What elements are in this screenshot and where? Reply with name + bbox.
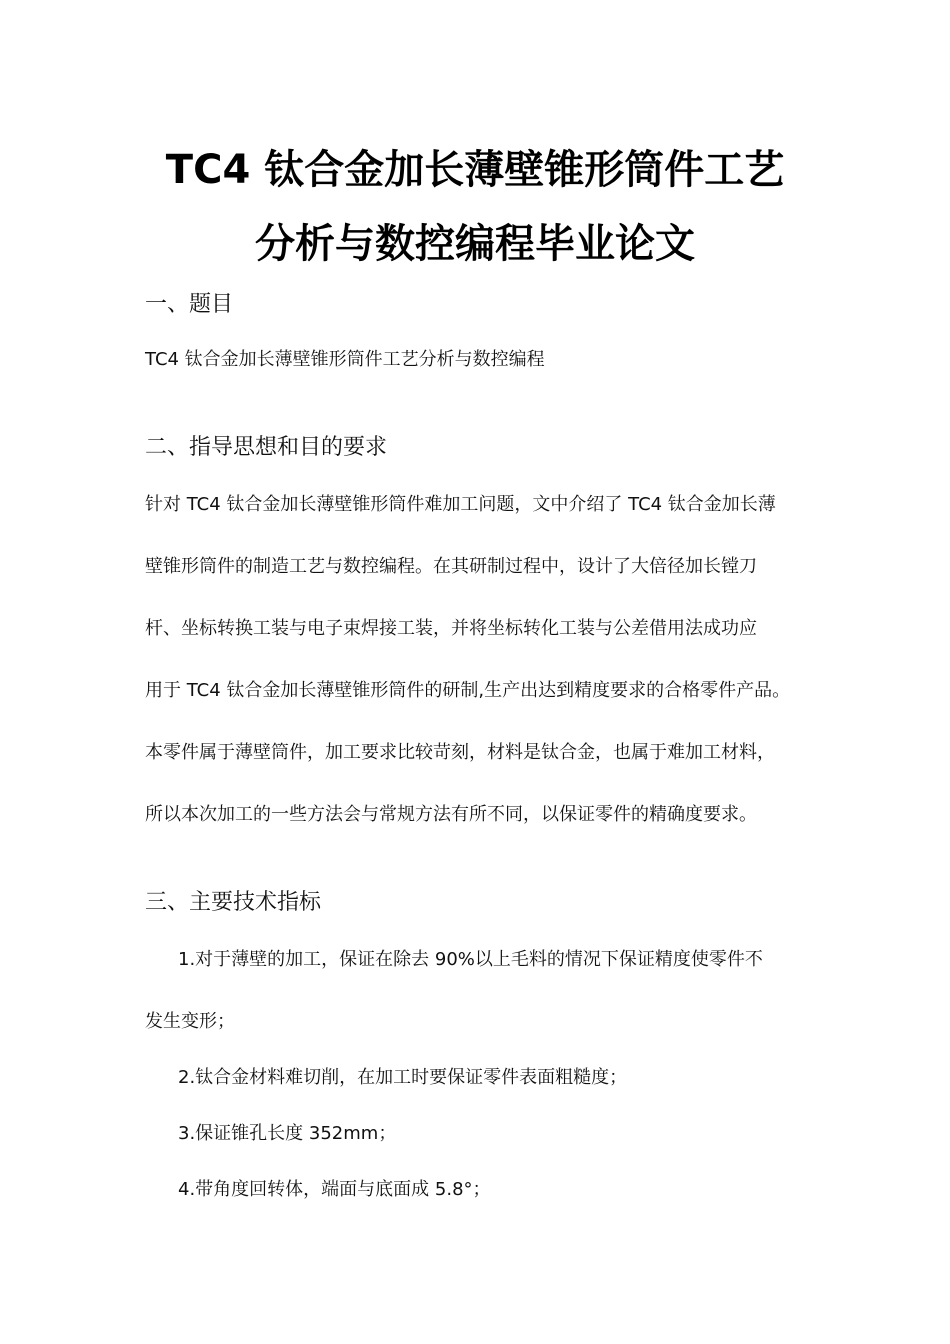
guidance-line: 壁锥形筒件的制造工艺与数控编程。在其研制过程中，设计了大倍径加长镗刀 — [145, 556, 757, 577]
indicator-item-1: 1.对于薄壁的加工，保证在除去 90%以上毛料的情况下保证精度使零件不 — [178, 949, 763, 970]
indicator-item-4: 4.带角度回转体，端面与底面成 5.8°； — [178, 1179, 491, 1200]
section-heading-technical-indicators: 三、主要技术指标 — [145, 890, 322, 915]
indicator-item-3: 3.保证锥孔长度 352mm； — [178, 1123, 397, 1144]
guidance-line: 用于 TC4 钛合金加长薄壁锥形筒件的研制,生产出达到精度要求的合格零件产品。 — [145, 680, 791, 701]
guidance-line: 针对 TC4 钛合金加长薄壁锥形筒件难加工问题，文中介绍了 TC4 钛合金加长薄 — [145, 494, 776, 515]
indicator-item-2: 2.钛合金材料难切削，在加工时要保证零件表面粗糙度； — [178, 1067, 628, 1088]
document-title-line-2: 分析与数控编程毕业论文 — [255, 221, 695, 267]
section-heading-guidance: 二、指导思想和目的要求 — [145, 435, 388, 460]
topic-text: TC4 钛合金加长薄壁锥形筒件工艺分析与数控编程 — [145, 349, 545, 370]
guidance-line: 所以本次加工的一些方法会与常规方法有所不同，以保证零件的精确度要求。 — [145, 804, 757, 825]
indicator-item-1-continued: 发生变形； — [145, 1011, 235, 1032]
guidance-line: 本零件属于薄壁筒件，加工要求比较苛刻，材料是钛合金，也属于难加工材料， — [145, 742, 775, 763]
section-heading-topic: 一、题目 — [145, 292, 234, 317]
document-title-line-1: TC4 钛合金加长薄壁锥形筒件工艺 — [165, 147, 785, 193]
guidance-line: 杆、坐标转换工装与电子束焊接工装，并将坐标转化工装与公差借用法成功应 — [145, 618, 757, 639]
